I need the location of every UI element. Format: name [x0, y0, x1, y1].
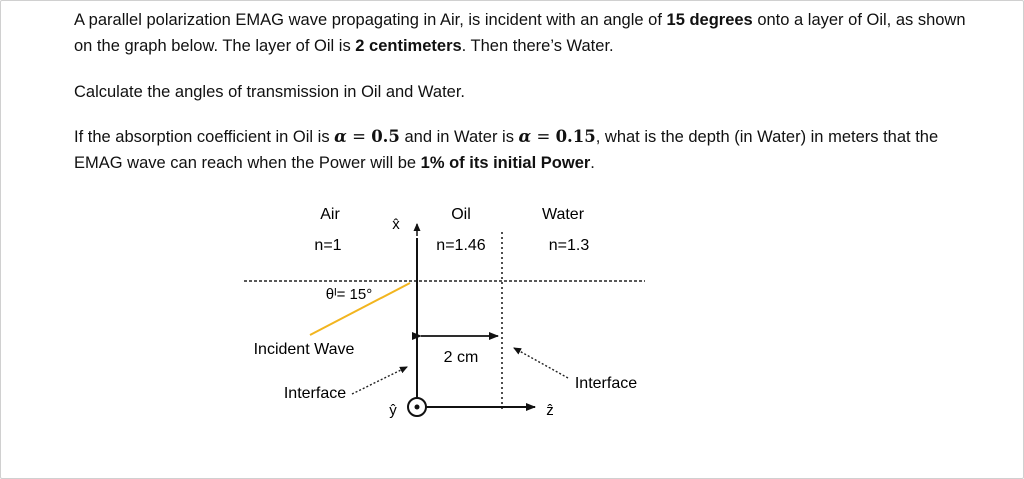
water-index-label: n=1.3: [548, 237, 590, 254]
incident-wave-label: Incident Wave: [253, 341, 355, 358]
power-fraction: 1% of its initial Power: [420, 154, 591, 172]
angle-value: 15 degrees: [666, 11, 753, 29]
right-interface-leader: [514, 348, 568, 378]
alpha-symbol: α: [334, 127, 347, 146]
air-label: Air: [320, 206, 340, 223]
thickness-value: 2 centimeters: [355, 37, 462, 55]
text-segment: . Then there’s Water.: [461, 37, 614, 55]
equals-sign: =: [531, 127, 556, 146]
text-segment: If the absorption coefficient in Oil is: [74, 128, 335, 146]
oil-alpha-value: 0.5: [371, 127, 400, 146]
thickness-label: 2 cm: [443, 349, 479, 366]
left-interface-leader: [352, 367, 407, 394]
text-segment: A parallel polarization EMAG wave propagating in Air, is incident with an angle of: [74, 11, 667, 29]
incidence-angle-label: θᴵ= 15°: [325, 286, 373, 303]
oil-label: Oil: [451, 206, 471, 223]
y-hat-label: ŷ: [389, 402, 397, 419]
x-hat-label: x̂: [392, 216, 400, 233]
right-interface-label: Interface: [574, 375, 638, 392]
air-index-label: n=1: [314, 237, 342, 254]
water-alpha-value: 0.15: [555, 127, 596, 146]
y-axis-dot-icon: [415, 405, 420, 410]
equals-sign: =: [346, 127, 372, 146]
water-label: Water: [541, 206, 585, 223]
text-segment: , what is the depth (in Water) in meters that the EMAG wave can reach when the Power will be: [74, 128, 939, 172]
text-segment: and in Water is: [399, 128, 519, 146]
text-segment: onto a layer of Oil, as shown on the graph below. The layer of Oil is: [74, 11, 966, 55]
oil-index-label: n=1.46: [436, 237, 486, 254]
text-segment: .: [590, 154, 595, 172]
problem-paragraph-2: Calculate the angles of transmission in Oil and Water.: [74, 83, 465, 101]
alpha-symbol: α: [518, 127, 532, 146]
left-interface-label: Interface: [283, 385, 347, 402]
z-hat-label: ẑ: [546, 402, 554, 419]
